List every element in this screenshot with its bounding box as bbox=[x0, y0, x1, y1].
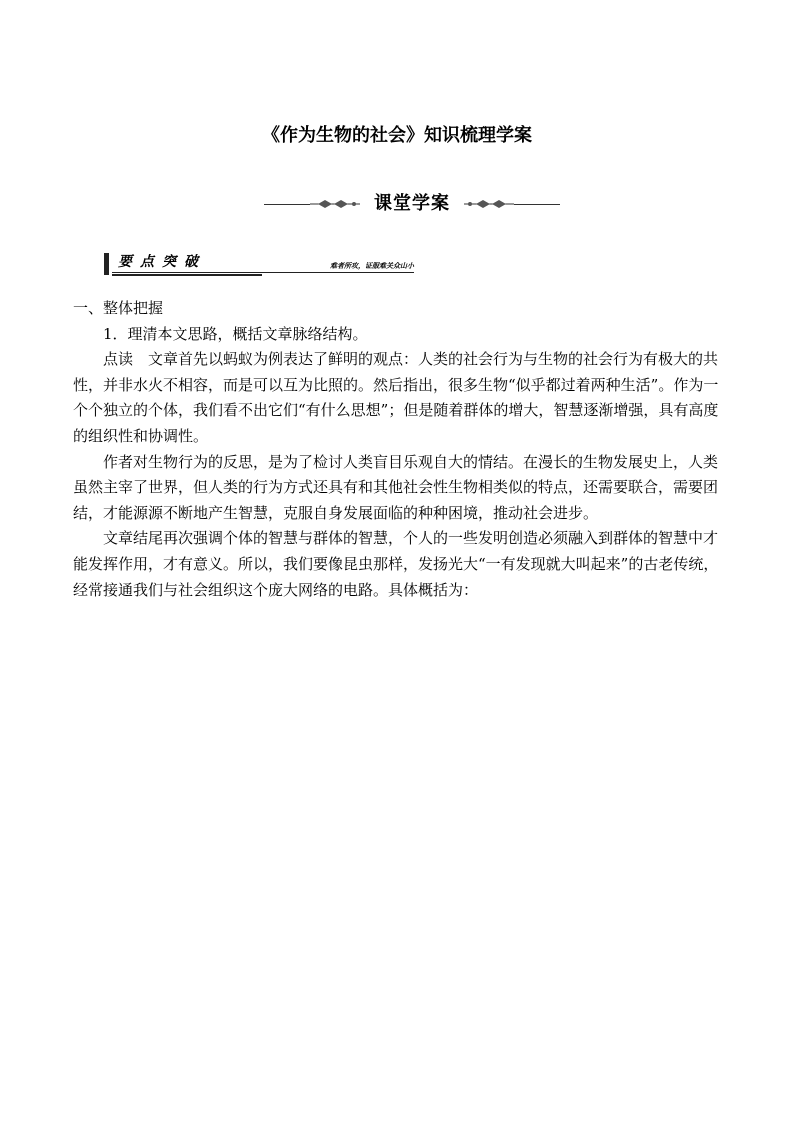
paragraph-3: 文章结尾再次强调个体的智慧与群体的智慧，个人的一些发明创造必须融入到群体的智慧中才能发挥作用，才有意义。所以，我们要像昆虫那样，发扬光大“一有发现就大叫起来”的古老传统，经常接通我们与社会组织这个庞大网络的电路。具体概括为： bbox=[73, 529, 719, 599]
section-underline-thick bbox=[112, 274, 262, 276]
document-body bbox=[73, 296, 723, 603]
banner-label: 课堂学案 bbox=[374, 193, 450, 214]
section-header bbox=[104, 253, 414, 275]
paragraph-2: 作者对生物行为的反思，是为了检讨人类盲目乐观自大的情结。在漫长的生物发展史上，人类虽然主宰了世界，但人类的行为方式还具有和其他社会性生物相类似的特点，还需要联合，需要团结，才能源源不断地产生智慧，克服自身发展面临的种种困境，推动社会进步。 bbox=[73, 452, 719, 522]
page-title: 《作为生物的社会》知识梳理学案 bbox=[262, 125, 532, 146]
section-bar bbox=[104, 253, 109, 275]
diamond-ornament-icon bbox=[464, 198, 514, 210]
paragraph-1: 点读 文章首先以蚂蚁为例表达了鲜明的观点：人类的社会行为与生物的社会行为有极大的共性，并非水火不相容，而是可以互为比照的。然后指出，很多生物“似乎都过着两种生活”。作为一个个独立的个体，我们看不出它们“有什么思想”；但是随着群体的增大，智慧逐渐增强，具有高度的组织性和协调性。 bbox=[73, 350, 719, 445]
item-1: 1．理清本文思路，概括文章脉络结构。 bbox=[103, 324, 368, 343]
heading-overall: 一、整体把握 bbox=[73, 299, 164, 317]
section-name: 要点突破 bbox=[118, 254, 206, 270]
section-banner bbox=[264, 191, 560, 217]
banner-rule-right bbox=[514, 204, 560, 205]
section-motto: 难者所攻，证服难关众山小 bbox=[330, 261, 414, 270]
section-underline bbox=[112, 272, 414, 273]
